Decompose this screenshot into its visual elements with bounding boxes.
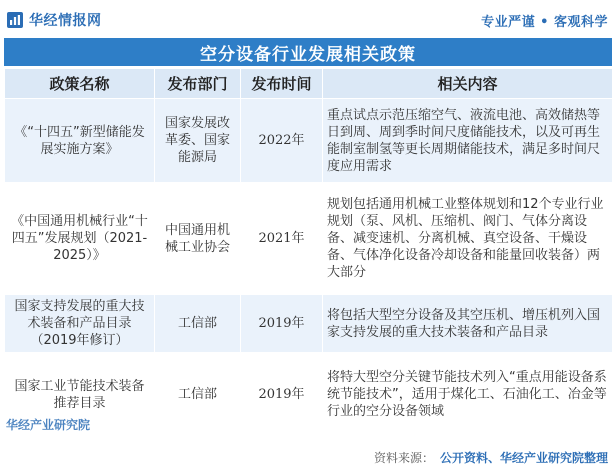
policy-date: 2019年: [241, 353, 323, 437]
table-row: [5, 295, 613, 353]
policy-date: 2022年: [241, 99, 323, 183]
top-bar: [0, 0, 616, 38]
table-row: [5, 99, 613, 183]
column-header-content: 相关内容: [323, 69, 613, 99]
column-header-date: 发布时间: [241, 69, 323, 99]
bar-chart-logo-icon: [6, 11, 24, 29]
policy-name: 《中国通用机械行业“十四五”发展规划（2021-2025）》: [5, 183, 155, 295]
policy-content: 将特大型空分关键节能技术列入“重点用能设备系统节能技术”，适用于煤化工、石油化工、冶金等行业的空分设备领域: [323, 353, 613, 437]
table-title-bar: [4, 38, 612, 66]
policy-date: 2019年: [241, 295, 323, 353]
table-title: 空分设备行业发展相关政策: [200, 44, 416, 65]
policy-content: 重点试点示范压缩空气、液流电池、高效储热等日到周、周到季时间尺度储能技术，以及可再生能制室制氢等更长周期储能技术，满足多时间尺度应用需求: [323, 99, 613, 183]
column-header-department: 发布部门: [155, 69, 241, 99]
policy-name: 《“十四五”新型储能发展实施方案》: [5, 99, 155, 183]
policy-department: 中国通用机械工业协会: [155, 183, 241, 295]
policy-table: [4, 68, 613, 437]
watermark: 华经产业研究院: [6, 418, 91, 432]
table-row: [5, 353, 613, 437]
policy-content: 将包括大型空分设备及其空压机、增压机列入国家支持发展的重大技术装备和产品目录: [323, 295, 613, 353]
policy-department: 工信部: [155, 295, 241, 353]
source-note: [374, 449, 608, 466]
table-header-row: [5, 69, 613, 99]
source-label: 资料来源：: [373, 451, 434, 465]
source-value: 公开资料、华经产业研究院整理: [439, 451, 608, 465]
policy-department: 国家发展改革委、国家能源局: [155, 99, 241, 183]
column-header-policy-name: 政策名称: [5, 69, 155, 99]
brand[interactable]: [6, 10, 102, 30]
policy-department: 工信部: [155, 353, 241, 437]
table-row: [5, 183, 613, 295]
slogan: 专业严谨 • 客观科学: [481, 15, 608, 30]
policy-content: 规划包括通用机械工业整体规划和12个专业行业规划（泵、风机、压缩机、阀门、气体分离设备、减变速机、分离机械、真空设备、干燥设备、气体净化设备冷却设备和能量回收装备）两大部分: [323, 183, 613, 295]
policy-name: 国家支持发展的重大技术装备和产品目录（2019年修订）: [5, 295, 155, 353]
policy-name: 国家工业节能技术装备推荐目录: [5, 353, 155, 437]
policy-date: 2021年: [241, 183, 323, 295]
brand-name: 华经情报网: [29, 13, 102, 29]
